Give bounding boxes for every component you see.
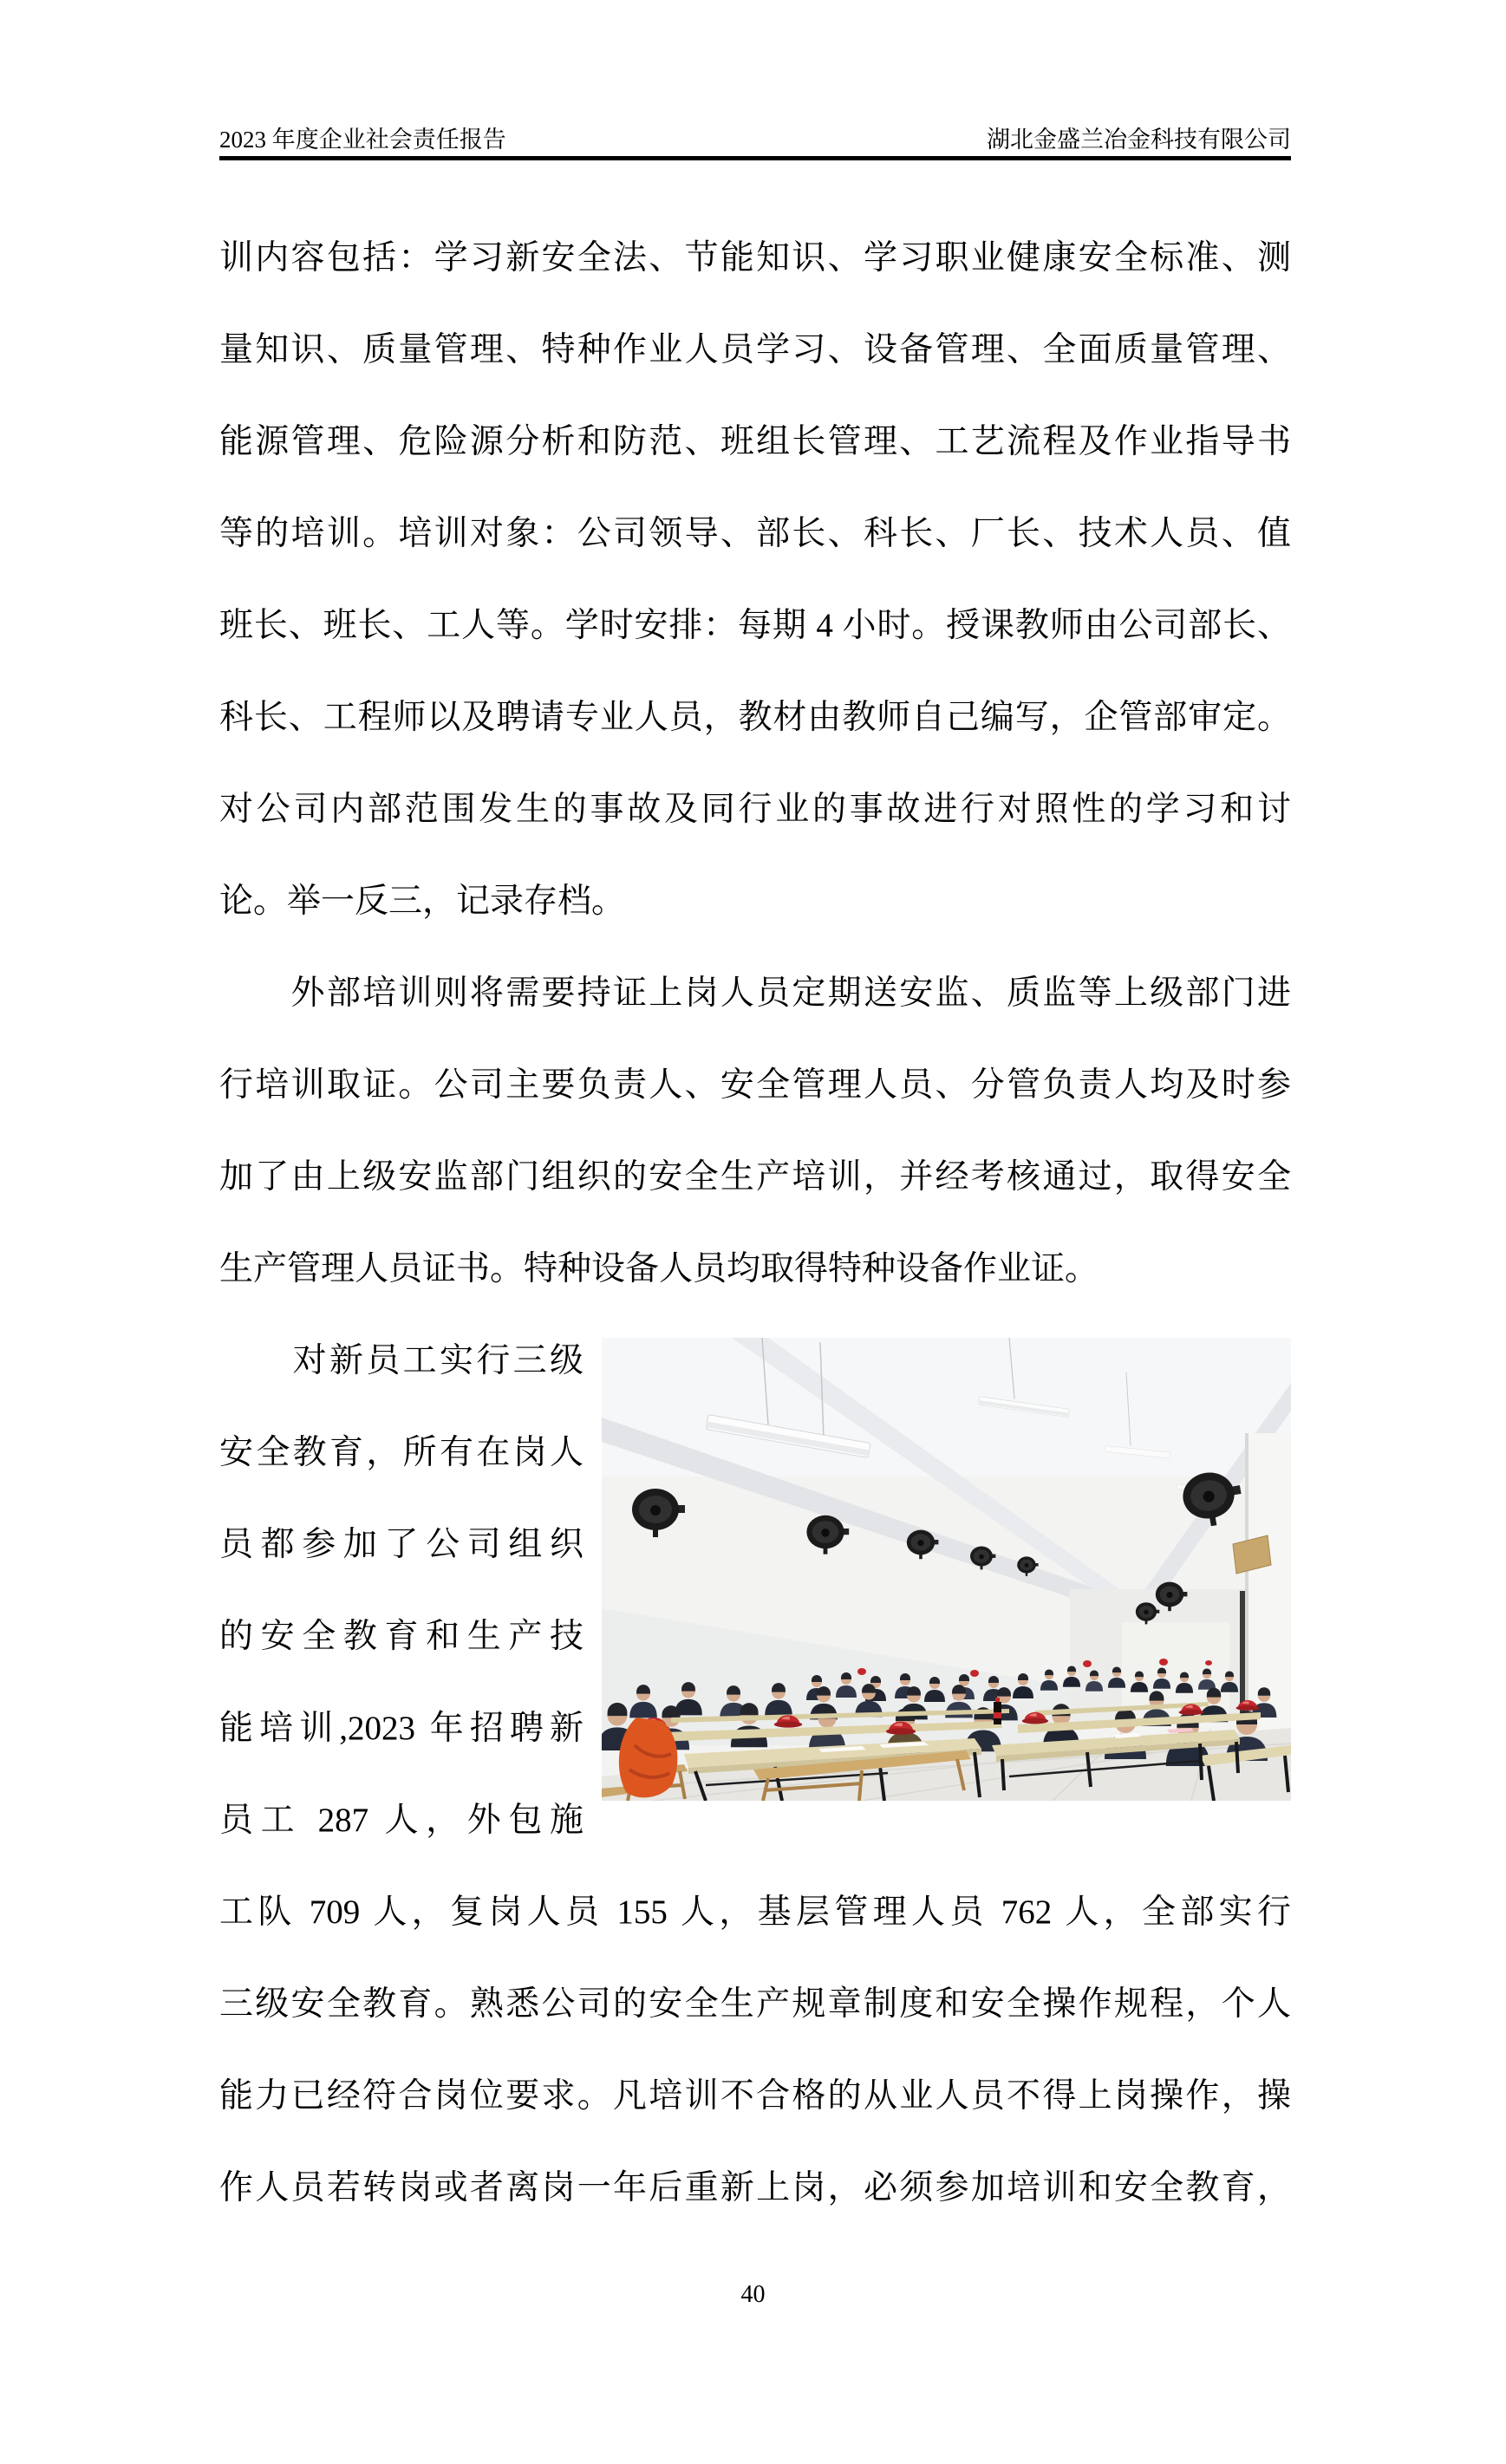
text-line: 的安全教育和生产技 [219,1618,583,1655]
training-classroom-photo [602,1338,1291,1801]
body-text [219,212,1291,2234]
text-line: 班长、班长、工人等。学时安排：每期 4 小时。授课教师由公司部长、 [219,607,1291,644]
header-rule [219,156,1291,160]
text-line: 对公司内部范围发生的事故及同行业的事故进行对照性的学习和讨 [219,791,1291,828]
orange-jacket [619,1718,678,1797]
text-line: 量知识、质量管理、特种作业人员学习、设备管理、全面质量管理、 [219,331,1291,368]
text-line: 加了由上级安监部门组织的安全生产培训，并经考核通过，取得安全 [219,1158,1291,1196]
report-title: 2023 年度企业社会责任报告 [219,127,506,153]
text-line: 员都参加了公司组织 [219,1526,583,1563]
page-number: 40 [740,2281,766,2308]
text-line: 能源管理、危险源分析和防范、班组长管理、工艺流程及作业指导书 [219,423,1291,460]
text-line: 工队 709 人，复岗人员 155 人，基层管理人员 762 人，全部实行 [219,1894,1291,1931]
text-line: 外部培训则将需要持证上岗人员定期送安监、质监等上级部门进 [219,975,1291,1012]
text-line: 作人员若转岗或者离岗一年后重新上岗，必须参加培训和安全教育， [219,2169,1291,2207]
text-line: 能培训,2023 年招聘新 [219,1710,583,1747]
text-line: 员工 287 人，外包施 [219,1802,583,1839]
text-line: 能力已经符合岗位要求。凡培训不合格的从业人员不得上岗操作，操 [219,2077,1291,2115]
text-line: 安全教育，所有在岗人 [219,1434,583,1471]
text-line: 对新员工实行三级 [219,1342,583,1379]
page-footer [0,2280,1506,2310]
text-line: 行培训取证。公司主要负责人、安全管理人员、分管负责人均及时参 [219,1066,1291,1104]
text-line: 训内容包括：学习新安全法、节能知识、学习职业健康安全标准、测 [219,239,1291,277]
text-line: 三级安全教育。熟悉公司的安全生产规章制度和安全操作规程，个人 [219,1985,1291,2023]
text-line: 等的培训。培训对象：公司领导、部长、科长、厂长、技术人员、值 [219,515,1291,552]
text-line: 生产管理人员证书。特种设备人员均取得特种设备作业证。 [219,1250,1099,1287]
company-name: 湖北金盛兰冶金科技有限公司 [987,127,1291,153]
page-header [219,127,1291,153]
text-line: 论。举一反三，记录存档。 [219,883,626,920]
text-line: 科长、工程师以及聘请专业人员，教材由教师自己编写，企管部审定。 [219,699,1291,736]
